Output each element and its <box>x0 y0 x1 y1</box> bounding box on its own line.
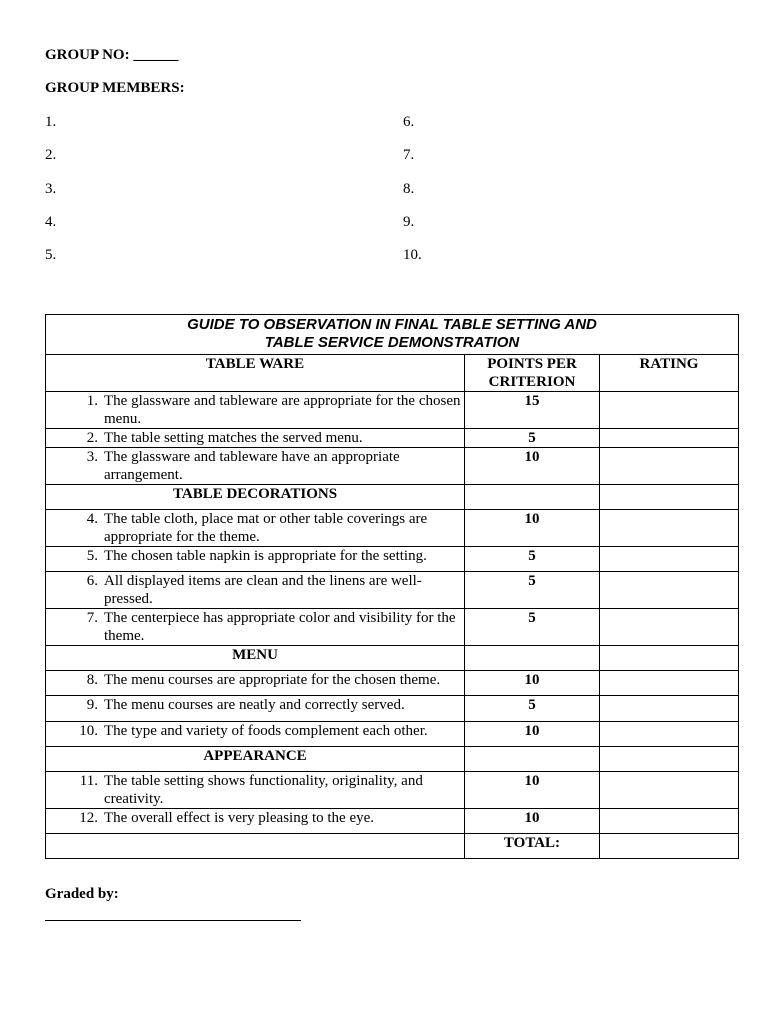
rating-cell[interactable] <box>600 429 739 448</box>
rating-cell[interactable] <box>600 772 739 809</box>
observation-table <box>45 314 739 859</box>
criterion-number: 4. <box>86 511 98 527</box>
criterion-points: 5 <box>465 609 600 646</box>
criterion-number: 1. <box>86 393 98 409</box>
criterion-points: 10 <box>465 722 600 747</box>
rating-cell[interactable] <box>600 510 739 547</box>
column-header-points <box>465 355 600 392</box>
table-title-line: GUIDE TO OBSERVATION IN FINAL TABLE SETTING AND <box>187 316 597 333</box>
table-row <box>46 572 739 609</box>
empty-cell <box>465 485 600 510</box>
total-row <box>46 834 739 859</box>
table-title <box>46 315 739 355</box>
criterion-number: 6. <box>86 573 98 589</box>
table-row <box>46 671 739 696</box>
table-row <box>46 510 739 547</box>
table-row <box>46 609 739 646</box>
criterion-number: 5. <box>86 548 98 564</box>
criterion-text: The chosen table napkin is appropriate for the setting. <box>104 548 427 564</box>
empty-cell <box>600 485 739 510</box>
member-number: 4. <box>45 214 57 230</box>
table-row <box>46 392 739 429</box>
criterion-points: 10 <box>465 772 600 809</box>
column-header-tableware: TABLE WARE <box>46 355 465 392</box>
criterion-points: 10 <box>465 671 600 696</box>
section-heading-appearance: APPEARANCE <box>46 747 465 772</box>
criterion-number: 11. <box>79 773 98 789</box>
empty-cell <box>465 646 600 671</box>
table-row <box>46 772 739 809</box>
member-number: 8. <box>403 181 415 197</box>
criterion-cell <box>46 809 465 834</box>
group-no-label: GROUP NO: ______ <box>45 47 179 63</box>
criterion-cell <box>46 671 465 696</box>
criterion-text: The overall effect is very pleasing to the eye. <box>104 810 375 826</box>
table-row <box>46 547 739 572</box>
criterion-text: The table setting matches the served menu. <box>104 430 363 446</box>
criterion-number: 10. <box>79 723 98 739</box>
member-number: 1. <box>45 114 57 130</box>
criterion-points: 10 <box>465 448 600 485</box>
column-header-points-line: CRITERION <box>488 374 576 390</box>
criterion-cell <box>46 429 465 448</box>
section-heading-menu: MENU <box>46 646 465 671</box>
member-number: 2. <box>45 147 57 163</box>
criterion-number: 8. <box>86 672 98 688</box>
criterion-text: The table cloth, place mat or other table coverings are appropriate for the theme. <box>104 511 428 545</box>
criterion-number: 7. <box>86 610 98 626</box>
section-heading-decorations: TABLE DECORATIONS <box>46 485 465 510</box>
criterion-points: 5 <box>465 429 600 448</box>
criterion-number: 2. <box>86 430 98 446</box>
criterion-cell <box>46 547 465 572</box>
rating-cell[interactable] <box>600 671 739 696</box>
column-header-points-line: POINTS PER <box>487 356 577 372</box>
member-number: 9. <box>403 214 415 230</box>
rating-cell[interactable] <box>600 448 739 485</box>
criterion-number: 12. <box>79 810 98 826</box>
criterion-text: The type and variety of foods complement each other. <box>104 723 428 739</box>
criterion-cell <box>46 696 465 722</box>
total-rating-cell[interactable] <box>600 834 739 859</box>
empty-cell <box>465 747 600 772</box>
table-row <box>46 722 739 747</box>
member-number: 10. <box>403 247 422 263</box>
member-number: 3. <box>45 181 57 197</box>
criterion-text: The menu courses are neatly and correctly served. <box>104 697 405 713</box>
criterion-text: All displayed items are clean and the linens are well-pressed. <box>104 573 422 607</box>
criterion-cell <box>46 722 465 747</box>
rating-cell[interactable] <box>600 572 739 609</box>
criterion-points: 5 <box>465 547 600 572</box>
criterion-text: The glassware and tableware have an appropriate arrangement. <box>104 449 400 483</box>
total-label: TOTAL: <box>465 834 600 859</box>
rating-cell[interactable] <box>600 392 739 429</box>
column-header-rating: RATING <box>600 355 739 392</box>
member-number: 6. <box>403 114 415 130</box>
criterion-points: 15 <box>465 392 600 429</box>
criterion-text: The glassware and tableware are appropriate for the chosen menu. <box>104 393 461 427</box>
section-row <box>46 747 739 772</box>
table-title-line: TABLE SERVICE DEMONSTRATION <box>264 334 520 351</box>
criterion-number: 9. <box>86 697 98 713</box>
criterion-cell <box>46 772 465 809</box>
table-row <box>46 696 739 722</box>
criterion-cell <box>46 510 465 547</box>
empty-cell <box>46 834 465 859</box>
criterion-text: The menu courses are appropriate for the chosen theme. <box>104 672 441 688</box>
signature-line[interactable] <box>45 920 301 921</box>
section-row <box>46 485 739 510</box>
group-members-label: GROUP MEMBERS: <box>45 80 185 96</box>
criterion-text: The centerpiece has appropriate color and visibility for the theme. <box>104 610 456 644</box>
criterion-text: The table setting shows functionality, originality, and creativity. <box>104 773 423 807</box>
rating-cell[interactable] <box>600 722 739 747</box>
rating-cell[interactable] <box>600 696 739 722</box>
criterion-cell <box>46 572 465 609</box>
rating-cell[interactable] <box>600 609 739 646</box>
criterion-points: 5 <box>465 572 600 609</box>
empty-cell <box>600 646 739 671</box>
criterion-points: 10 <box>465 510 600 547</box>
criterion-cell <box>46 392 465 429</box>
member-number: 5. <box>45 247 57 263</box>
criterion-points: 10 <box>465 809 600 834</box>
section-row <box>46 646 739 671</box>
empty-cell <box>600 747 739 772</box>
criterion-number: 3. <box>86 449 98 465</box>
rating-cell[interactable] <box>600 809 739 834</box>
criterion-cell <box>46 448 465 485</box>
criterion-cell <box>46 609 465 646</box>
table-row <box>46 448 739 485</box>
criterion-points: 5 <box>465 696 600 722</box>
rating-cell[interactable] <box>600 547 739 572</box>
table-row <box>46 429 739 448</box>
table-row <box>46 809 739 834</box>
member-number: 7. <box>403 147 415 163</box>
graded-by-label: Graded by: <box>45 886 119 902</box>
